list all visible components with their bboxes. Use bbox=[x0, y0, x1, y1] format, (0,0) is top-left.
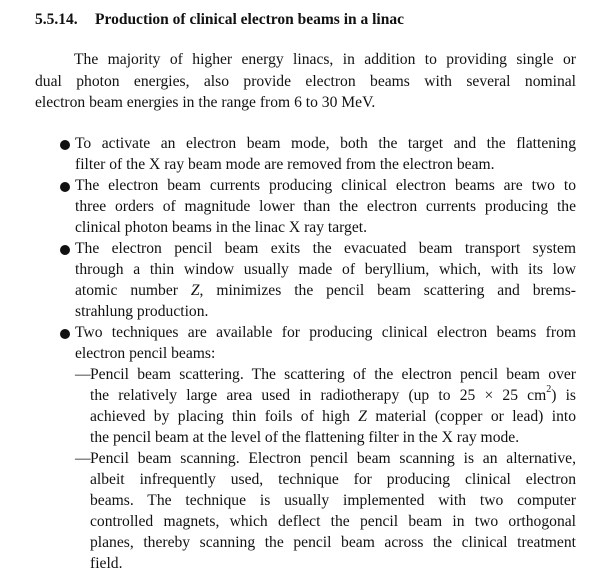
subitem-1-line-3: achieved by placing thin foils of high Z material (copper or lead) into bbox=[90, 408, 576, 425]
subitem-1-line-4: the pencil beam at the level of the flattening filter in the X ray mode. bbox=[90, 429, 520, 446]
intro-line-2: dual photon energies, also provide electron beams with several nominal bbox=[35, 73, 576, 90]
subitem-dash: — bbox=[75, 366, 91, 383]
bullet-marker bbox=[60, 182, 70, 192]
subitem-2-line-5: planes, thereby scanning the pencil beam across the clinical treatment bbox=[90, 534, 576, 551]
section-heading bbox=[35, 11, 404, 29]
subitem-2-line-2: albeit infrequently used, technique for producing clinical electron bbox=[90, 471, 576, 488]
bullet-marker bbox=[60, 140, 70, 150]
bullet-4-line-1: Two techniques are available for producing clinical electron beams from bbox=[75, 324, 576, 341]
subitem-2-line-6: field. bbox=[90, 555, 123, 572]
subitem-1-line-1: Pencil beam scattering. The scattering of the electron pencil beam over bbox=[90, 366, 576, 383]
subitem-2-line-1: Pencil beam scanning. Electron pencil beam scanning is an alternative, bbox=[90, 450, 576, 467]
bullet-3-line-1: The electron pencil beam exits the evacuated beam transport system bbox=[75, 240, 576, 257]
subitem-2-line-4: controlled magnets, which deflect the pencil beam in two orthogonal bbox=[90, 513, 576, 530]
section-title: Production of clinical electron beams in a linac bbox=[95, 11, 404, 28]
subitem-2-line-3: beams. The technique is usually implemented with two computer bbox=[90, 492, 576, 509]
bullet-4-line-2: electron pencil beams: bbox=[75, 345, 216, 362]
bullet-marker bbox=[60, 329, 70, 339]
bullet-2-line-1: The electron beam currents producing clinical electron beams are two to bbox=[75, 177, 576, 194]
bullet-1-line-2: filter of the X ray beam mode are removed from the electron beam. bbox=[75, 156, 495, 173]
intro-line-3: electron beam energies in the range from 6 to 30 MeV. bbox=[35, 94, 376, 111]
intro-line-1: The majority of higher energy linacs, in addition to providing single or bbox=[74, 51, 576, 68]
bullet-1-line-1: To activate an electron beam mode, both the target and the flattening bbox=[75, 135, 576, 152]
bullet-3-line-2: through a thin window usually made of beryllium, which, with its low bbox=[75, 261, 576, 278]
subitem-1-line-2: the relatively large area used in radiotherapy (up to 25 × 25 $cm^2$) is bbox=[90, 383, 576, 404]
subitem-dash: — bbox=[75, 450, 91, 467]
bullet-3-line-3: atomic number Z, minimizes the pencil beam scattering and brems- bbox=[75, 282, 576, 299]
bullet-3-line-4: strahlung production. bbox=[75, 303, 209, 320]
section-number: 5.5.14. bbox=[35, 11, 78, 28]
bullet-marker bbox=[60, 245, 70, 255]
bullet-2-line-3: clinical photon beams in the linac X ray target. bbox=[75, 219, 368, 236]
bullet-2-line-2: three orders of magnitude lower than the electron currents producing the bbox=[75, 198, 576, 215]
